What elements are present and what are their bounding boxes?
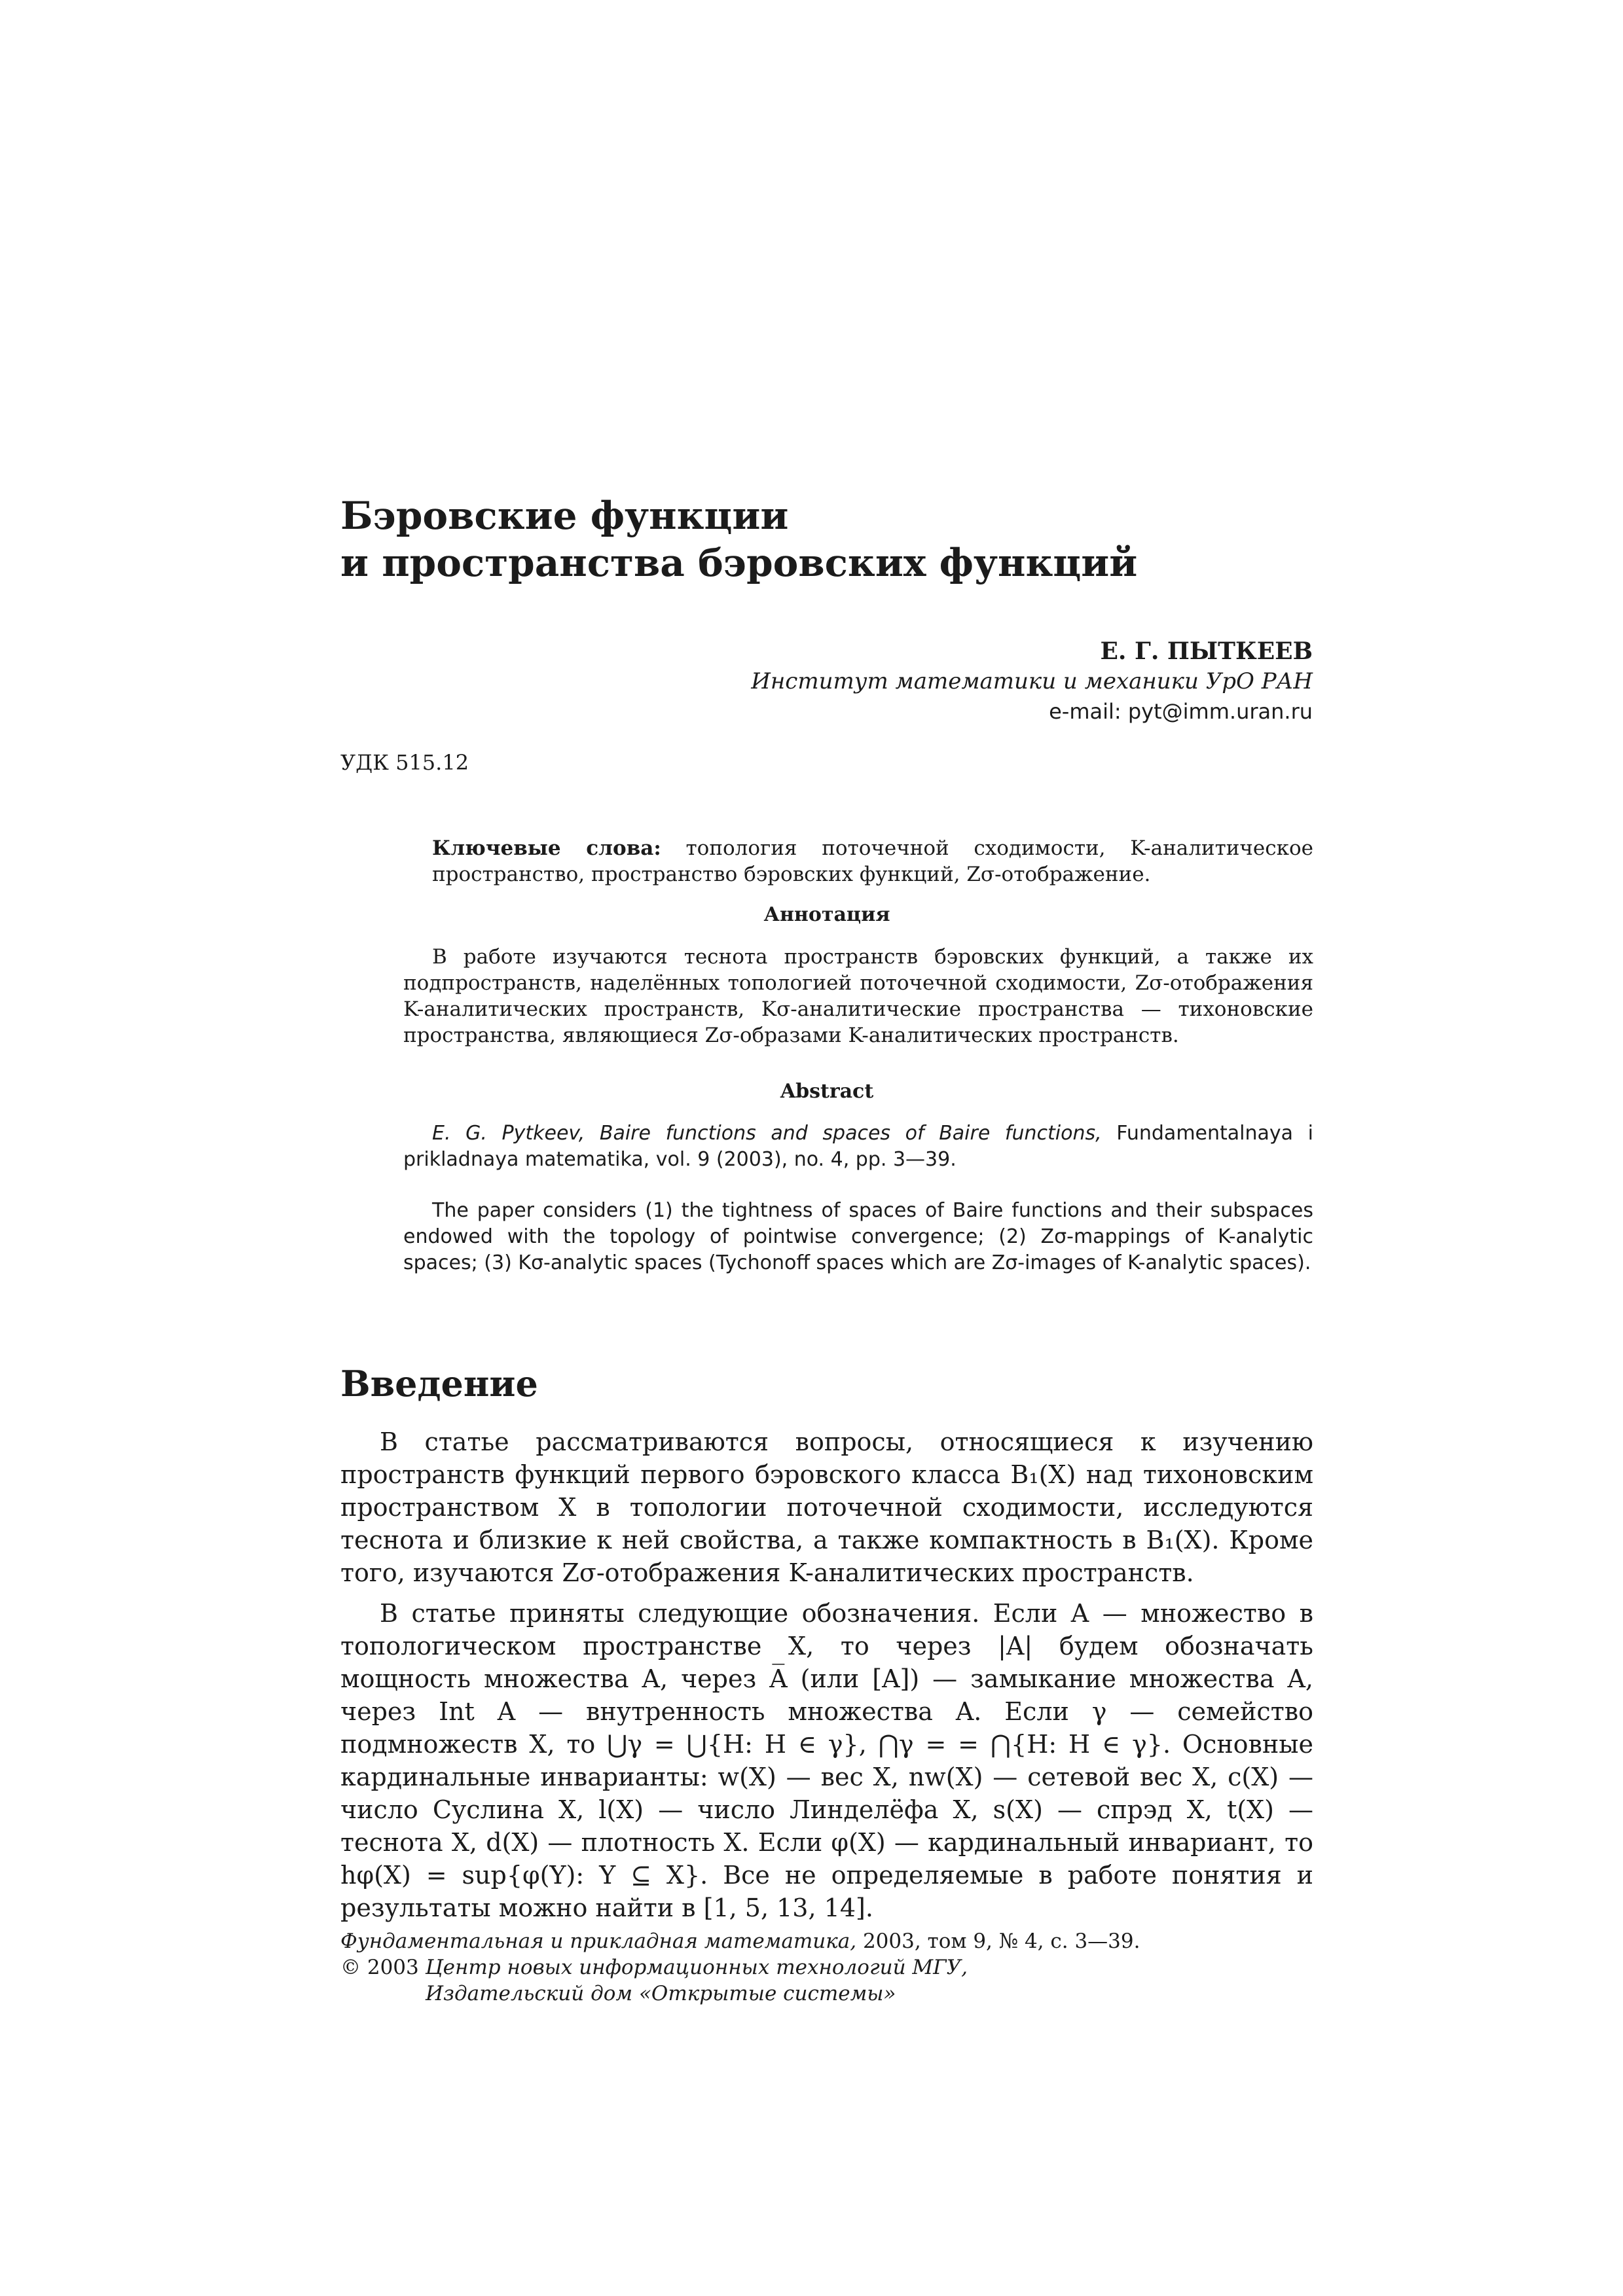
annotation-paragraph: В работе изучаются теснота пространств бэровских функций, а также их подпространств, наделённых топологией поточечной сходимости, Zσ-отображения K-аналитических пространств, Kσ-аналитические пространства — тихоновские пространства, являющиеся Zσ-образами K-аналитических пространств. — [403, 945, 1313, 1047]
footer-journal-italic: Фундаментальная и прикладная математика, — [340, 1929, 857, 1953]
citation-paragraph — [403, 1121, 1313, 1173]
title-line-2: и пространства бэровских функций — [340, 541, 1138, 585]
citation-rest: Fundamentalnaya i prikladnaya matematika, vol. 9 (2003), no. 4, pp. 3—39. — [403, 1122, 1313, 1171]
citation-italic: E. G. Pytkeev, Baire functions and spaces of Baire functions, — [432, 1122, 1102, 1145]
author-institution: Институт математики и механики УрО РАН — [751, 668, 1313, 694]
intro-heading: Введение — [340, 1363, 538, 1405]
annotation-heading: Аннотация — [763, 903, 890, 926]
footer-journal-rest: 2003, том 9, № 4, с. 3—39. — [862, 1929, 1140, 1953]
footer-copyright-line — [340, 1954, 1313, 1981]
abstract-paragraph: The paper considers (1) the tightness of spaces of Baire functions and their subspaces endowed with the topology of pointwise convergence; (2) Zσ-mappings of K-analytic spaces; (3) Kσ-analytic spaces (Tychonoff spaces which are Zσ-images of K-analytic spaces). — [403, 1199, 1313, 1274]
abstract-text — [403, 1198, 1313, 1276]
udc-code: УДК 515.12 — [340, 750, 469, 775]
intro-paragraph-1: В статье рассматриваются вопросы, относящиеся к изучению пространств функций первого бэровского класса B₁(X) над тихоновским пространством X в топологии поточечной сходимости, исследуются теснота и близкие к ней свойства, а также компактность в B₁(X). Кроме того, изучаются Zσ-отображения K-аналитических пространств. — [340, 1427, 1313, 1587]
footer-copyright-italic: Центр новых информационных технологий МГУ, — [425, 1956, 968, 1979]
footer-copyright-prefix: © 2003 — [340, 1956, 419, 1979]
keywords-text: топология поточечной сходимости, K-аналитическое пространство, пространство бэровских функций, Zσ-отображение. — [432, 836, 1313, 886]
footer-publisher: Издательский дом «Открытые системы» — [426, 1982, 896, 2005]
page-footer — [340, 1928, 1313, 2007]
title-line-1: Бэровские функции — [340, 493, 789, 538]
author-email: e-mail: pyt@imm.uran.ru — [1049, 699, 1313, 724]
annotation-text — [403, 944, 1313, 1049]
author-block — [527, 636, 1313, 726]
keywords-label: Ключевые слова: — [432, 836, 661, 860]
keywords — [432, 835, 1313, 888]
author-name: Е. Г. ПЫТКЕЕВ — [1100, 637, 1313, 665]
intro-paragraph-2: В статье приняты следующие обозначения. Если A — множество в топологическом пространстве X, то через |A| будем обозначать мощность множества A, через A̅ (или [A]) — замыкание множества A, через Int A — внутренность множества A. Если γ — семейство подмножеств X, то ⋃γ = ⋃{H: H ∈ γ}, ⋂γ = = ⋂{H: H ∈ γ}. Основные кардинальные инварианты: w(X) — вес X, nw(X) — сетевой вес X, c(X) — число Суслина X, l(X) — число Линделёфа X, s(X) — спрэд X, t(X) — теснота X, d(X) — плотность X. Если φ(X) — кардинальный инвариант, то hφ(X) = sup{φ(Y): Y ⊆ X}. Все не определяемые в работе понятия и результаты можно найти в [1, 5, 13, 14]. — [340, 1599, 1313, 1922]
abstract-citation — [403, 1121, 1313, 1173]
paper-title — [340, 492, 1137, 586]
footer-journal-line — [340, 1928, 1313, 1954]
intro-body — [340, 1426, 1313, 1932]
abstract-heading: Abstract — [780, 1080, 874, 1103]
